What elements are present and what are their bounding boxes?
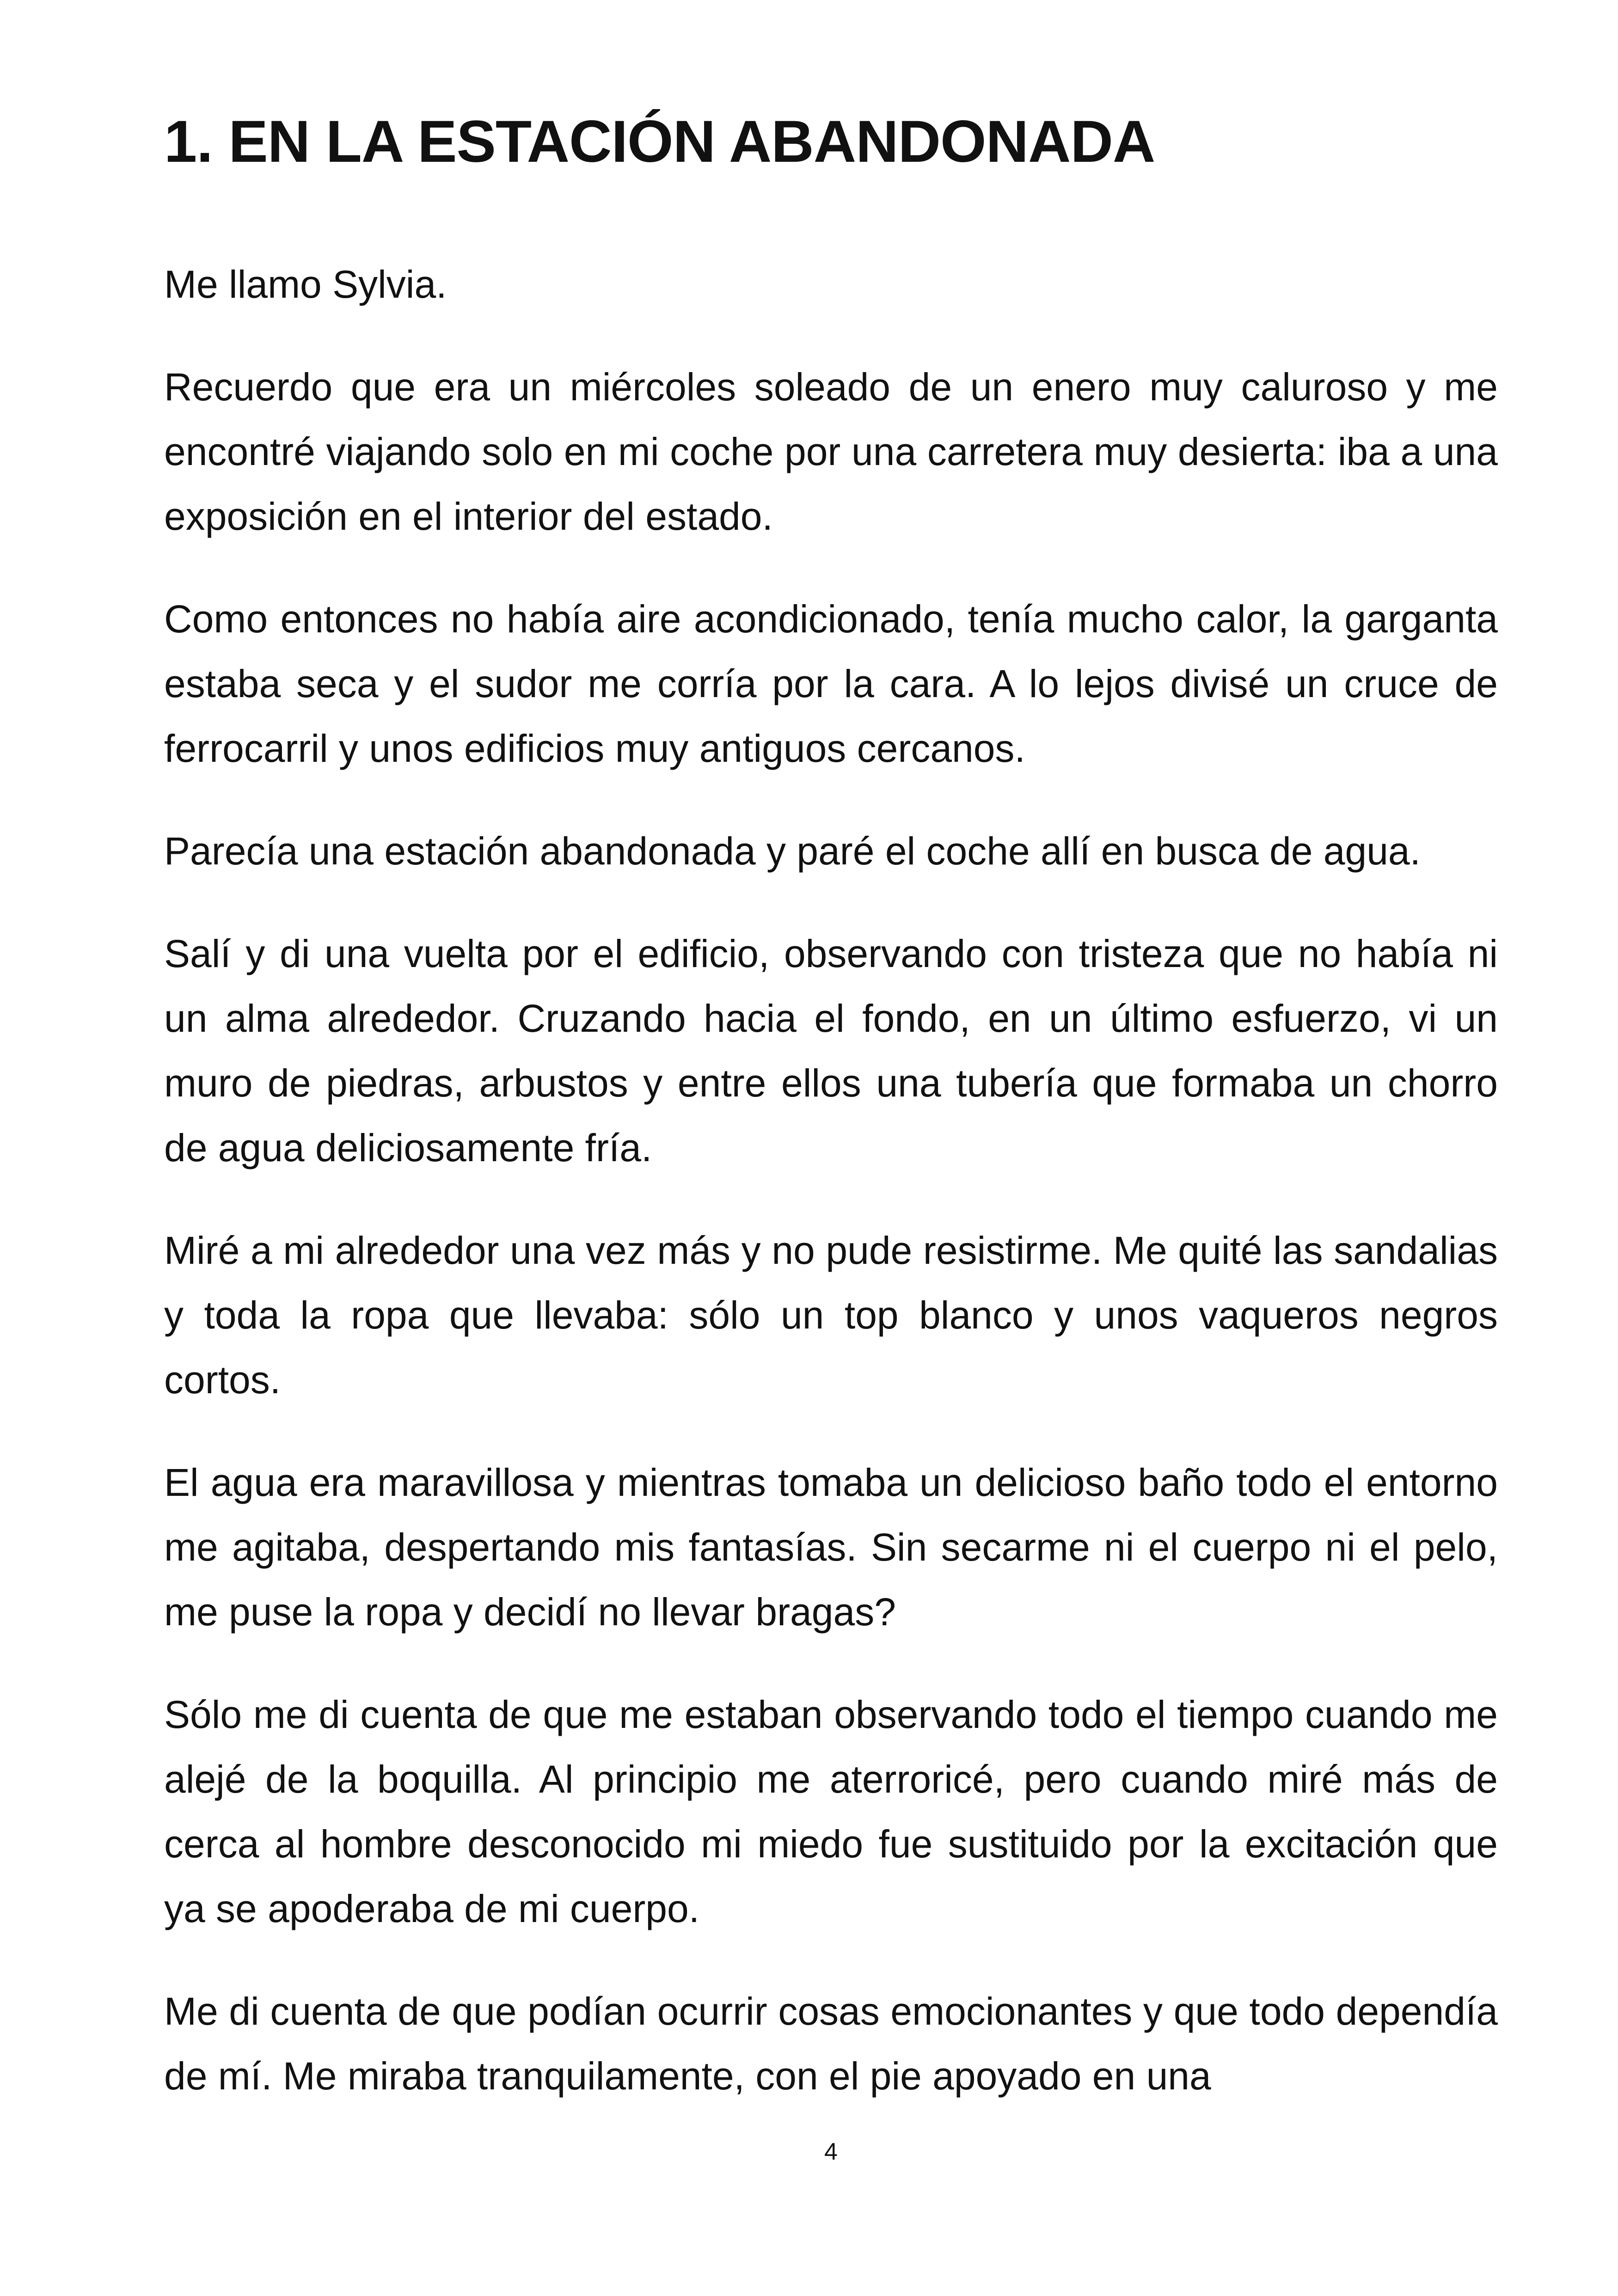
chapter-title: 1. EN LA ESTACIÓN ABANDONADA xyxy=(164,109,1155,175)
paragraph: Sólo me di cuenta de que me estaban observando todo el tiempo cuando me alejé de la boquilla. Al principio me aterroricé, pero cuando miré más de cerca al hombre desconocido mi miedo fue sustituido por la excitación que ya se apoderaba de mi cuerpo. xyxy=(164,1693,1498,1930)
paragraph: Recuerdo que era un miércoles soleado de un enero muy caluroso y me encontré viajando solo en mi coche por una carretera muy desierta: iba a una exposición en el interior del estado. xyxy=(164,365,1498,538)
document-page xyxy=(164,0,1498,2296)
page-number: 4 xyxy=(824,2138,838,2165)
paragraph: Miré a mi alrededor una vez más y no pude resistirme. Me quité las sandalias y toda la ropa que llevaba: sólo un top blanco y unos vaqueros negros cortos. xyxy=(164,1229,1498,1402)
body-text xyxy=(164,252,1498,2146)
paragraph: Salí y di una vuelta por el edificio, observando con tristeza que no había ni un alma alrededor. Cruzando hacia el fondo, en un último esfuerzo, vi un muro de piedras, arbustos y entre ellos una tubería que formaba un chorro de agua deliciosamente fría. xyxy=(164,932,1498,1169)
paragraph: Me llamo Sylvia. xyxy=(164,263,447,306)
paragraph: Como entonces no había aire acondicionado, tenía mucho calor, la garganta estaba seca y el sudor me corría por la cara. A lo lejos divisé un cruce de ferrocarril y unos edificios muy antiguos cercanos. xyxy=(164,597,1498,770)
paragraph: Parecía una estación abandonada y paré el coche allí en busca de agua. xyxy=(164,829,1421,873)
paragraph: Me di cuenta de que podían ocurrir cosas emocionantes y que todo dependía de mí. Me miraba tranquilamente, con el pie apoyado en una xyxy=(164,1990,1498,2098)
paragraph: El agua era maravillosa y mientras tomaba un delicioso baño todo el entorno me agitaba, despertando mis fantasías. Sin secarme ni el cuerpo ni el pelo, me puse la ropa y decidí no llevar bragas? xyxy=(164,1461,1498,1634)
